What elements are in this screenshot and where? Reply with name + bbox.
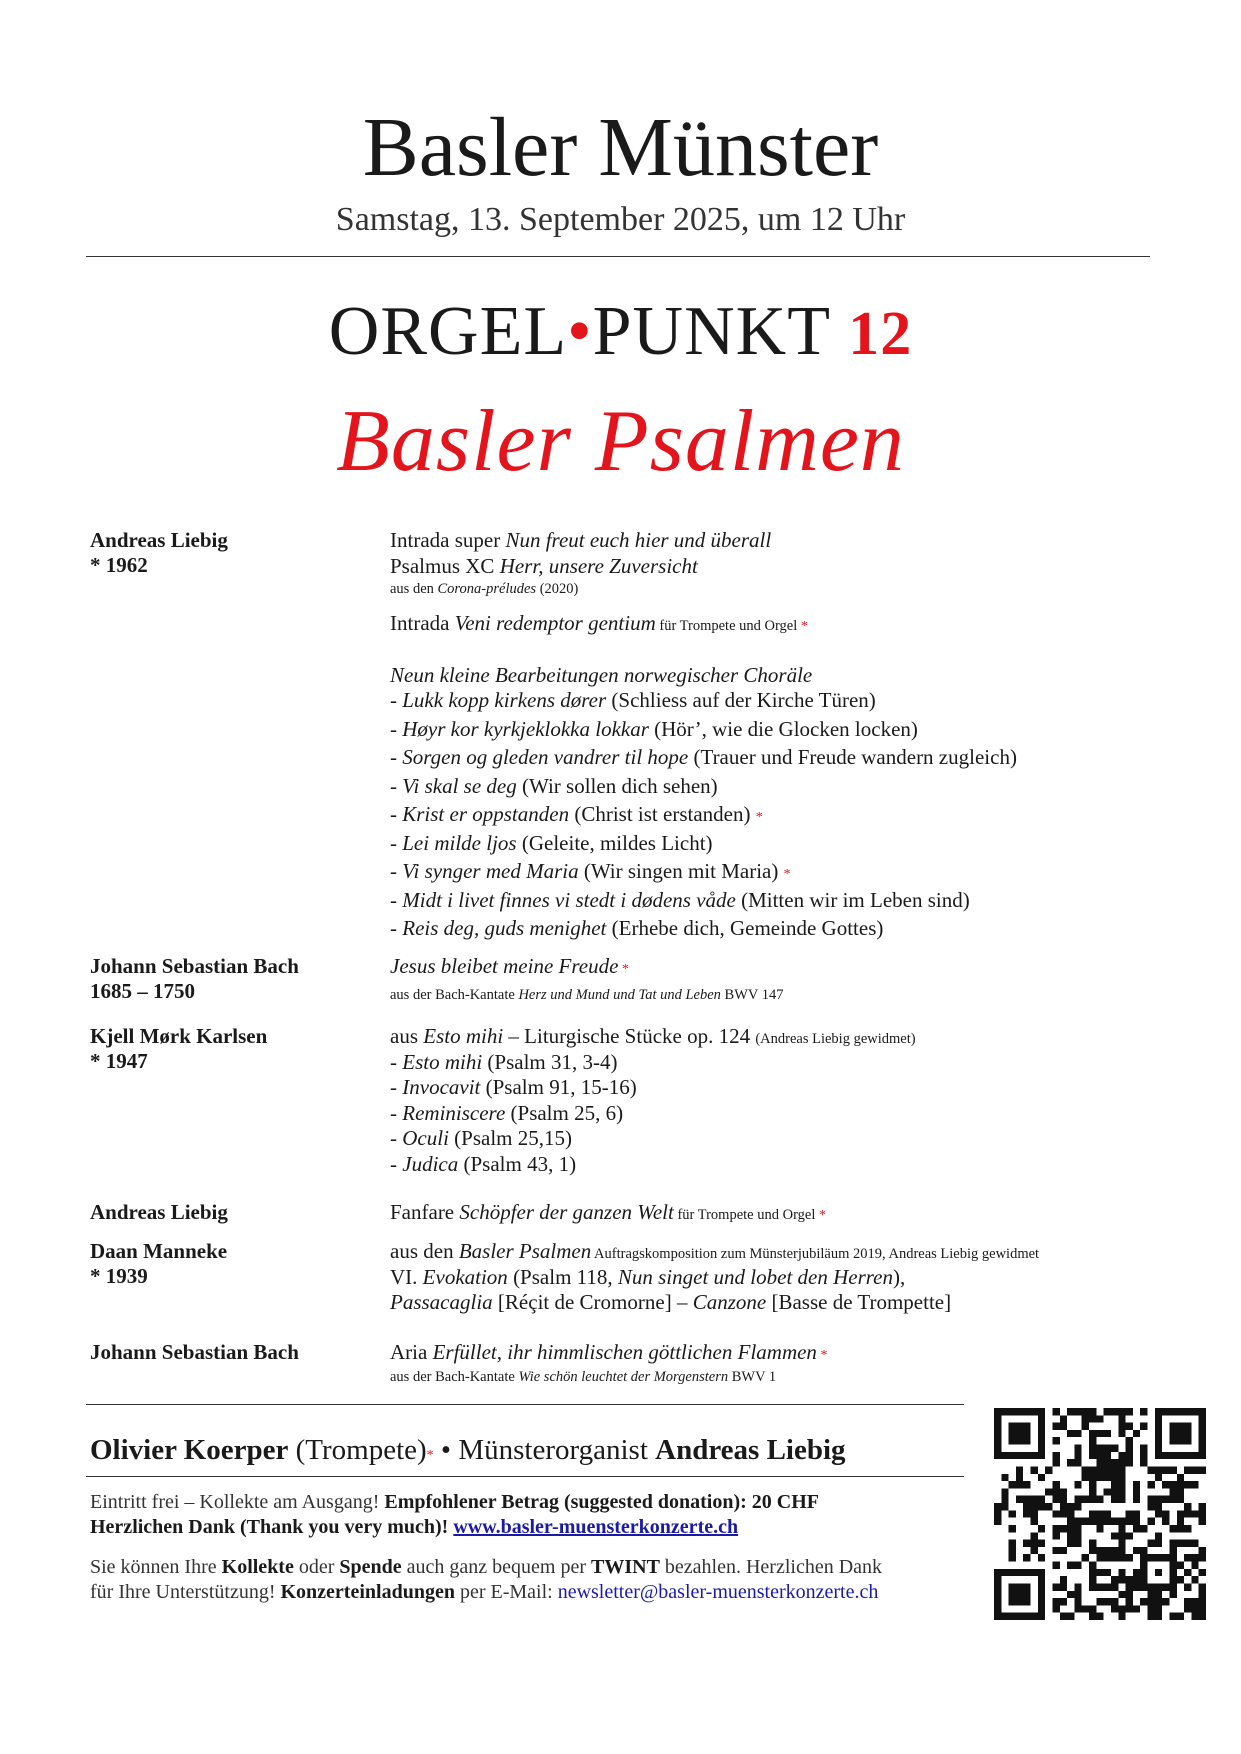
work-line — [390, 1239, 1220, 1265]
trumpet-marker: * — [818, 1208, 826, 1223]
trumpet-marker: * — [816, 1348, 828, 1363]
venue-title: Basler Münster — [362, 101, 879, 194]
list-dash: - — [390, 716, 403, 741]
concert-subtitle: Basler Psalmen — [336, 393, 905, 490]
concert-date: Samstag, 13. September 2025, um 12 Uhr — [335, 201, 906, 238]
work-title: Corona-préludes — [437, 581, 537, 597]
work-text: [Réçit de Cromorne] – — [492, 1290, 693, 1314]
work-title: Wie schön leuchtet der Morgenstern — [518, 1368, 729, 1385]
work-line — [390, 954, 1220, 983]
work-set-title — [390, 663, 1220, 689]
item-title: Vi synger med Maria — [402, 859, 579, 883]
series-number: 12 — [848, 300, 913, 368]
performers-top-divider — [86, 1404, 964, 1405]
work-title: Canzone — [692, 1290, 767, 1314]
trumpet-marker: * — [755, 810, 763, 825]
composer-years: * 1962 — [90, 553, 148, 577]
work-text: ), — [892, 1264, 906, 1289]
performer-trumpet: Olivier Koerper — [90, 1434, 289, 1466]
info-text: oder — [293, 1556, 340, 1578]
work-text: – Liturgische Stücke op. 124 — [503, 1024, 756, 1048]
info-emphasis: Empfohlener Betrag (suggested donation): 20 CHF — [384, 1491, 819, 1513]
work-text: [Basse de Trompette] — [766, 1290, 952, 1314]
work-line — [390, 1024, 1220, 1050]
item-translation: (Psalm 25,15) — [448, 1126, 572, 1150]
work-text: Intrada super — [390, 528, 506, 552]
list-dash: - — [390, 802, 403, 826]
work-text: Psalmus XC — [390, 553, 500, 578]
item-title: Invocavit — [402, 1075, 481, 1099]
composer-name: Kjell Mørk Karlsen — [90, 1024, 268, 1048]
work-dedication: (Andreas Liebig gewidmet) — [755, 1031, 916, 1047]
list-item — [390, 1075, 1220, 1101]
info-text: Eintritt frei – Kollekte am Ausgang! — [90, 1491, 385, 1513]
item-title: Reis deg, guds menighet — [402, 916, 607, 940]
item-title: Reminiscere — [402, 1100, 506, 1125]
work-title: Basler Psalmen — [458, 1239, 592, 1263]
performer-role: (Trompete) — [288, 1434, 427, 1466]
list-item — [390, 1050, 1220, 1076]
works-bach-2 — [390, 1340, 1220, 1385]
work-scoring: für Trompete und Orgel — [673, 1207, 819, 1223]
work-text: Intrada — [390, 611, 455, 635]
item-title: Midt i livet finnes vi stedt i dødens våde — [402, 887, 736, 912]
item-title: Esto mihi — [402, 1049, 483, 1074]
item-title: Krist er oppstanden — [402, 802, 570, 826]
info-line — [90, 1580, 970, 1605]
composer-manneke — [90, 1239, 380, 1289]
newsletter-email-link[interactable]: newsletter@basler-muensterkonzerte.ch — [557, 1581, 879, 1603]
series-title-part2: PUNKT — [592, 293, 830, 370]
series-title — [0, 292, 1241, 374]
list-dash: - — [390, 773, 403, 798]
work-title: Nun freut euch hier und überall — [505, 528, 772, 552]
item-translation: (Schliess auf der Kirche Türen) — [606, 688, 876, 712]
work-scoring: für Trompete und Orgel — [655, 618, 801, 634]
chorale-list — [390, 688, 1220, 945]
trumpet-marker: * — [783, 867, 791, 882]
work-title: Veni redemptor gentium — [454, 611, 656, 635]
composer-years: * 1947 — [90, 1049, 148, 1073]
list-item — [390, 1126, 1220, 1152]
composer-karlsen — [90, 1024, 380, 1074]
performers-bottom-divider — [86, 1476, 964, 1477]
item-translation: (Psalm 31, 3-4) — [482, 1049, 618, 1074]
work-title: Herr, unsere Zuversicht — [499, 553, 698, 578]
trumpet-marker: * — [426, 1448, 434, 1463]
list-dash: - — [390, 745, 403, 769]
list-item — [390, 802, 1220, 831]
movement-list — [390, 1050, 1220, 1178]
item-translation: (Erhebe dich, Gemeinde Gottes) — [606, 916, 884, 940]
work-title: Jesus bleibet meine Freude — [390, 954, 619, 978]
work-title: Evokation — [422, 1264, 508, 1289]
item-title: Judica — [402, 1151, 459, 1176]
work-line — [390, 1200, 1220, 1229]
work-text: aus den — [390, 1239, 459, 1263]
list-item — [390, 717, 1220, 746]
works-manneke — [390, 1239, 1220, 1316]
work-text: VI. — [390, 1264, 423, 1289]
info-line — [90, 1490, 970, 1515]
work-text: Aria — [390, 1340, 433, 1364]
info-emphasis: Konzerteinladungen — [280, 1581, 455, 1603]
item-translation: (Christ ist erstanden) — [569, 802, 756, 826]
list-item — [390, 916, 1220, 945]
work-line — [390, 1265, 1220, 1291]
series-title-part1: ORGEL — [328, 293, 568, 370]
composer-name: Andreas Liebig — [90, 528, 228, 552]
info-text: Sie können Ihre — [90, 1556, 222, 1578]
work-text: aus den — [390, 581, 438, 597]
list-dash: - — [390, 1151, 403, 1176]
performers — [90, 1433, 846, 1473]
work-source — [390, 1369, 1220, 1385]
list-dash: - — [390, 688, 403, 712]
trumpet-marker: * — [800, 619, 808, 634]
item-translation: (Wir singen mit Maria) — [578, 859, 784, 883]
work-commission: Auftragskomposition zum Münsterjubiläum 2019, Andreas Liebig gewidmet — [591, 1246, 1040, 1262]
list-dash: - — [390, 830, 403, 855]
series-title-dot: • — [567, 293, 593, 370]
item-translation: (Psalm 25, 6) — [505, 1100, 624, 1125]
qr-code-icon[interactable] — [994, 1408, 1206, 1620]
works-liebig-2 — [390, 1200, 1220, 1229]
info-text: bezahlen. Herzlichen Dank — [659, 1556, 883, 1578]
work-source — [390, 579, 1220, 599]
website-link[interactable]: www.basler-muensterkonzerte.ch — [453, 1516, 739, 1538]
item-translation: (Wir sollen dich sehen) — [516, 773, 718, 798]
list-dash: - — [390, 916, 403, 940]
work-text: aus der Bach-Kantate — [390, 1368, 519, 1385]
list-dash: - — [390, 1049, 403, 1074]
composer-years: * 1939 — [90, 1264, 148, 1288]
work-title: Esto mihi — [423, 1024, 504, 1048]
item-translation: (Trauer und Freude wandern zugleich) — [688, 745, 1017, 769]
work-title: Nun singet und lobet den Herren — [617, 1264, 893, 1289]
composer-name: Johann Sebastian Bach — [90, 954, 299, 978]
performer-role: Münsterorganist — [458, 1434, 656, 1466]
item-translation: (Psalm 91, 15-16) — [480, 1075, 637, 1099]
list-item — [390, 774, 1220, 803]
trumpet-marker: * — [618, 962, 629, 977]
info-text: für Ihre Unterstützung! — [90, 1581, 281, 1603]
work-title: Passacaglia — [390, 1290, 493, 1314]
item-title: Sorgen og gleden vandrer til hope — [402, 745, 689, 769]
work-line — [390, 528, 1220, 554]
list-dash: - — [390, 1075, 403, 1099]
item-title: Lukk kopp kirkens dører — [402, 688, 607, 712]
item-translation: (Hör’, wie die Glocken locken) — [648, 716, 918, 741]
work-text: (Psalm 118, — [507, 1264, 618, 1289]
info-text: per E-Mail: — [454, 1581, 558, 1603]
work-title: Neun kleine Bearbeitungen norwegischer Choräle — [390, 662, 813, 687]
composer-liebig — [90, 528, 380, 578]
header-divider — [86, 256, 1150, 257]
work-text: BWV 147 — [720, 986, 784, 1003]
works-karlsen — [390, 1024, 1220, 1177]
info-emphasis: Spende — [339, 1556, 402, 1578]
list-item — [390, 831, 1220, 860]
work-source — [390, 985, 1220, 1005]
info-emphasis: Herzlichen Dank (Thank you very much)! — [90, 1516, 454, 1538]
works-bach — [390, 954, 1220, 1005]
twint-info — [90, 1555, 970, 1605]
info-line — [90, 1515, 970, 1540]
item-translation: (Geleite, mildes Licht) — [516, 830, 713, 855]
item-translation: (Psalm 43, 1) — [458, 1151, 577, 1176]
list-item — [390, 745, 1220, 774]
work-line — [390, 1290, 1220, 1316]
work-line — [390, 554, 1220, 580]
list-item — [390, 888, 1220, 917]
info-emphasis: TWINT — [591, 1556, 660, 1578]
work-text: BWV 1 — [728, 1368, 777, 1385]
composer-name: Johann Sebastian Bach — [90, 1340, 299, 1364]
work-text: (2020) — [536, 581, 579, 597]
work-line — [390, 611, 1220, 640]
performer-organist: Andreas Liebig — [655, 1434, 846, 1466]
work-text: aus der Bach-Kantate — [390, 986, 519, 1003]
item-title: Oculi — [402, 1126, 449, 1150]
info-line — [90, 1555, 970, 1580]
separator: • — [433, 1434, 459, 1466]
list-dash: - — [390, 1100, 403, 1125]
list-dash: - — [390, 859, 403, 883]
list-item — [390, 688, 1220, 717]
item-translation: (Mitten wir im Leben sind) — [735, 887, 970, 912]
composer-bach — [90, 954, 380, 1004]
work-title: Herz und Mund und Tat und Leben — [518, 986, 721, 1003]
list-item — [390, 1101, 1220, 1127]
composer-name: Daan Manneke — [90, 1239, 228, 1263]
info-text: auch ganz bequem per — [401, 1556, 592, 1578]
composer-liebig-2 — [90, 1200, 380, 1225]
list-item — [390, 859, 1220, 888]
work-line — [390, 1340, 1220, 1369]
item-title: Lei milde ljos — [402, 830, 517, 855]
composer-years: 1685 – 1750 — [90, 979, 195, 1003]
list-dash: - — [390, 1126, 403, 1150]
list-dash: - — [390, 887, 403, 912]
info-emphasis: Kollekte — [221, 1556, 294, 1578]
work-title: Schöpfer der ganzen Welt — [459, 1200, 674, 1224]
list-item — [390, 1152, 1220, 1178]
work-text: Fanfare — [390, 1200, 460, 1224]
composer-bach-2 — [90, 1340, 380, 1365]
item-title: Vi skal se deg — [402, 773, 517, 798]
work-title: Erfüllet, ihr himmlischen göttlichen Flammen — [432, 1340, 817, 1364]
works-liebig — [390, 528, 1220, 945]
item-title: Høyr kor kyrkjeklokka lokkar — [402, 716, 649, 741]
work-text: aus — [390, 1024, 424, 1048]
composer-name: Andreas Liebig — [90, 1200, 228, 1224]
admission-info — [90, 1490, 970, 1540]
